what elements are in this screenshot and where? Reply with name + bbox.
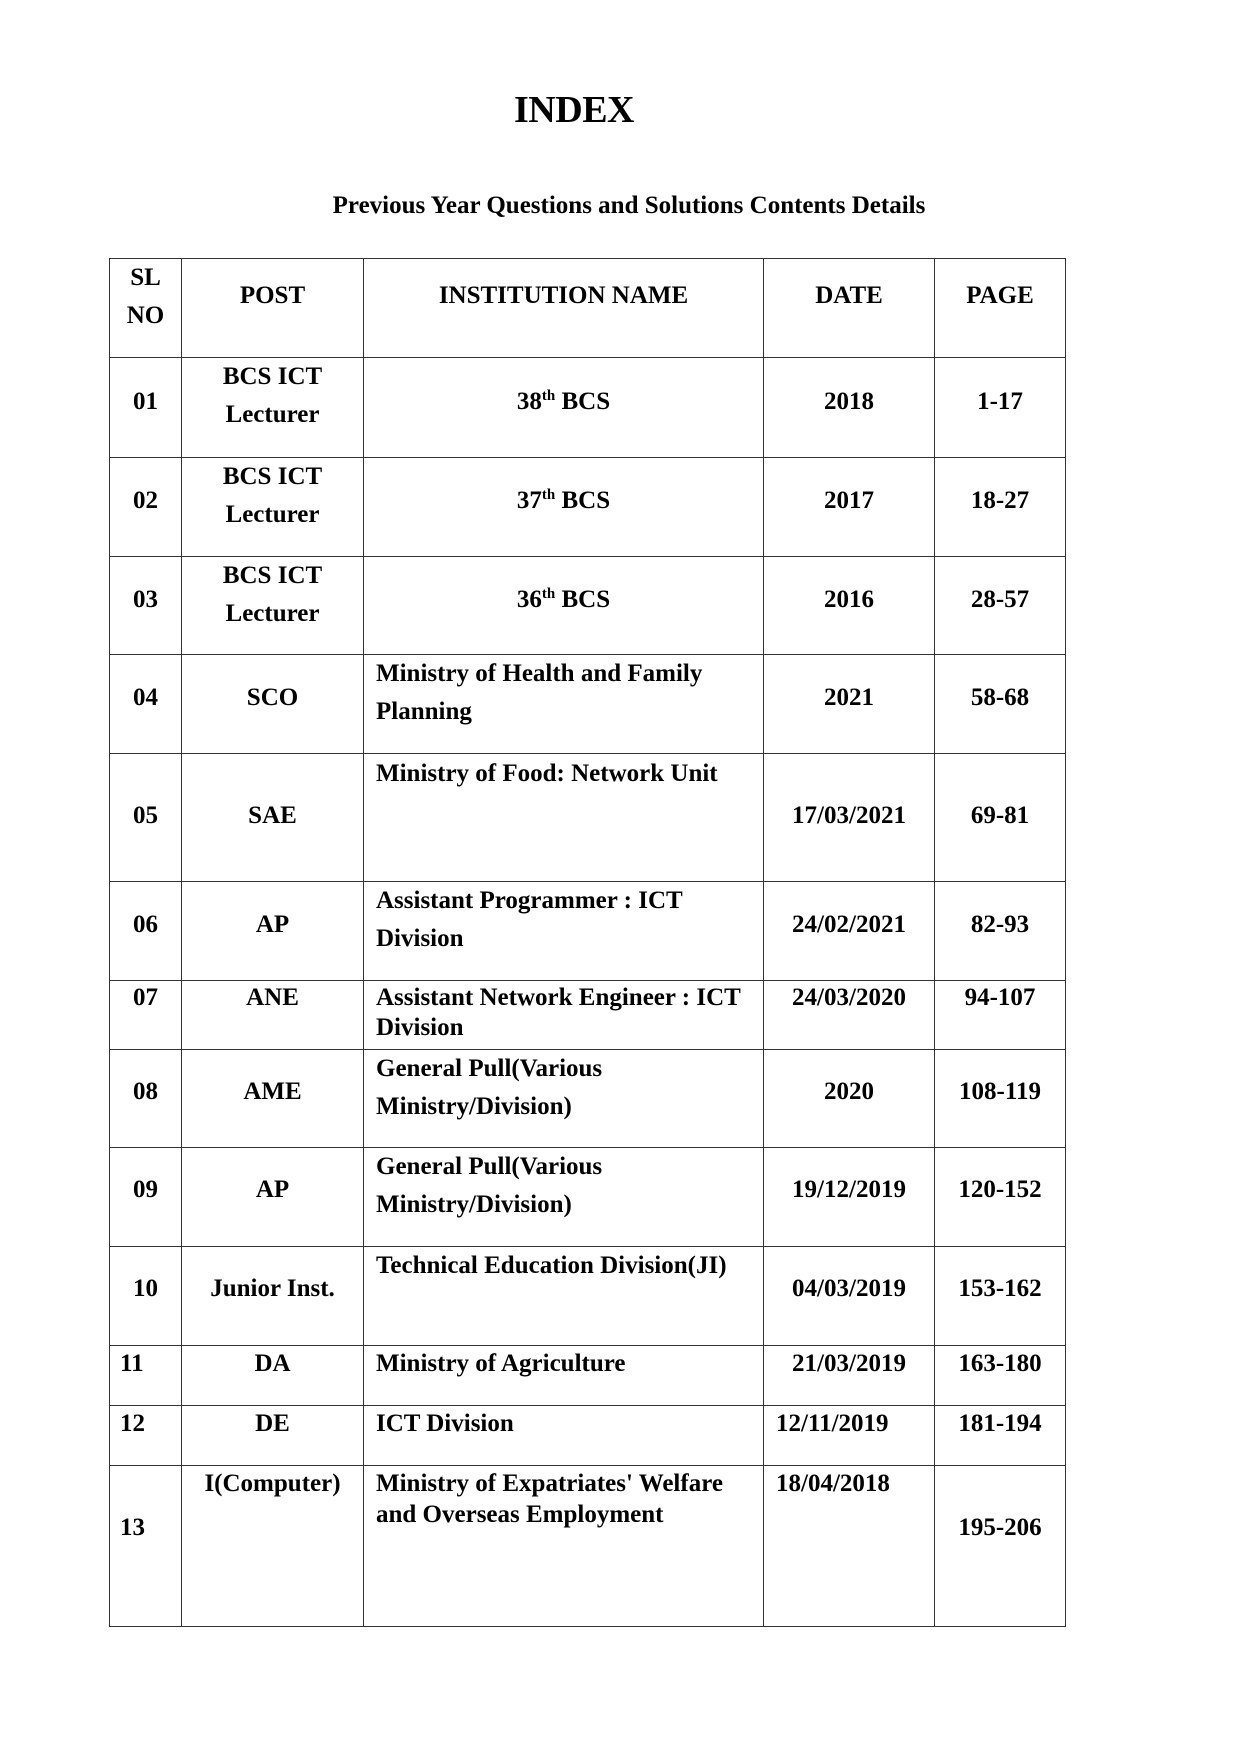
post-line2: Lecturer bbox=[225, 600, 320, 627]
table-row bbox=[110, 1247, 1066, 1346]
cell-sl: 04 bbox=[110, 655, 182, 754]
cell-sl: 13 bbox=[110, 1466, 182, 1627]
page-subtitle: Previous Year Questions and Solutions Contents Details bbox=[332, 192, 926, 219]
cell-page: 82-93 bbox=[935, 882, 1066, 981]
cell-institution: Ministry of Food: Network Unit bbox=[364, 754, 764, 882]
cell-institution: Assistant Network Engineer : ICT Division bbox=[364, 981, 764, 1050]
cell-date: 2020 bbox=[764, 1050, 935, 1148]
cell-page: 163-180 bbox=[935, 1346, 1066, 1406]
cell-date: 12/11/2019 bbox=[764, 1406, 935, 1466]
cell-institution: Ministry of Agriculture bbox=[364, 1346, 764, 1406]
cell-page: 120-152 bbox=[935, 1148, 1066, 1247]
cell-date: 2021 bbox=[764, 655, 935, 754]
cell-date: 2018 bbox=[764, 358, 935, 458]
cell-institution: General Pull(Various Ministry/Division) bbox=[364, 1050, 764, 1148]
cell-page: 58-68 bbox=[935, 655, 1066, 754]
inst-number: 38 bbox=[516, 387, 542, 415]
cell-post: Junior Inst. bbox=[182, 1247, 364, 1346]
cell-institution: General Pull(Various Ministry/Division) bbox=[364, 1148, 764, 1247]
cell-sl: 03 bbox=[110, 557, 182, 655]
header-date: DATE bbox=[764, 259, 935, 358]
inst-number: 36 bbox=[516, 585, 542, 613]
cell-post: AME bbox=[182, 1050, 364, 1148]
cell-sl: 09 bbox=[110, 1148, 182, 1247]
cell-sl: 01 bbox=[110, 358, 182, 458]
cell-post: AP bbox=[182, 1148, 364, 1247]
cell-institution bbox=[364, 557, 764, 655]
cell-date: 04/03/2019 bbox=[764, 1247, 935, 1346]
table-row bbox=[110, 1148, 1066, 1247]
inst-ordinal-suffix: th bbox=[541, 387, 556, 404]
cell-sl: 10 bbox=[110, 1247, 182, 1346]
header-sl-line1: SL bbox=[130, 264, 161, 291]
cell-institution: Ministry of Expatriates' Welfare and Overseas Employment bbox=[364, 1466, 764, 1627]
cell-date: 24/03/2020 bbox=[764, 981, 935, 1050]
cell-post: I(Computer) bbox=[182, 1466, 364, 1627]
table-header-row bbox=[110, 259, 1066, 358]
cell-page: 1-17 bbox=[935, 358, 1066, 458]
table-row bbox=[110, 458, 1066, 557]
cell-post bbox=[182, 557, 364, 655]
post-line1: BCS ICT bbox=[222, 363, 323, 390]
cell-sl: 07 bbox=[110, 981, 182, 1050]
cell-post bbox=[182, 358, 364, 458]
cell-page: 28-57 bbox=[935, 557, 1066, 655]
table-row bbox=[110, 1346, 1066, 1406]
inst-rest: BCS bbox=[555, 585, 611, 613]
table-row bbox=[110, 1050, 1066, 1148]
cell-page: 181-194 bbox=[935, 1406, 1066, 1466]
cell-page: 94-107 bbox=[935, 981, 1066, 1050]
page-title: INDEX bbox=[514, 89, 634, 131]
cell-date: 2017 bbox=[764, 458, 935, 557]
cell-date: 2016 bbox=[764, 557, 935, 655]
cell-sl: 08 bbox=[110, 1050, 182, 1148]
table-row bbox=[110, 557, 1066, 655]
cell-post: SCO bbox=[182, 655, 364, 754]
post-line1: BCS ICT bbox=[222, 562, 323, 589]
cell-page: 18-27 bbox=[935, 458, 1066, 557]
header-institution: INSTITUTION NAME bbox=[364, 259, 764, 358]
cell-sl: 05 bbox=[110, 754, 182, 882]
cell-date: 17/03/2021 bbox=[764, 754, 935, 882]
header-post: POST bbox=[182, 259, 364, 358]
cell-date: 19/12/2019 bbox=[764, 1148, 935, 1247]
cell-sl: 12 bbox=[110, 1406, 182, 1466]
cell-date: 24/02/2021 bbox=[764, 882, 935, 981]
cell-post: AP bbox=[182, 882, 364, 981]
post-line2: Lecturer bbox=[225, 501, 320, 528]
table-row bbox=[110, 882, 1066, 981]
table-row bbox=[110, 754, 1066, 882]
cell-post: DE bbox=[182, 1406, 364, 1466]
inst-rest: BCS bbox=[555, 387, 611, 415]
table-row bbox=[110, 655, 1066, 754]
table-row bbox=[110, 981, 1066, 1050]
cell-institution bbox=[364, 458, 764, 557]
post-line1: BCS ICT bbox=[222, 463, 323, 490]
inst-ordinal-suffix: th bbox=[541, 487, 556, 503]
cell-sl: 06 bbox=[110, 882, 182, 981]
index-table bbox=[109, 258, 1066, 1627]
header-sl-no bbox=[110, 259, 182, 358]
cell-page: 195-206 bbox=[935, 1466, 1066, 1627]
header-sl-line2: NO bbox=[126, 302, 165, 329]
cell-institution: ICT Division bbox=[364, 1406, 764, 1466]
inst-number: 37 bbox=[516, 487, 542, 514]
cell-post: ANE bbox=[182, 981, 364, 1050]
table-row bbox=[110, 1406, 1066, 1466]
cell-post: DA bbox=[182, 1346, 364, 1406]
cell-institution: Ministry of Health and Family Planning bbox=[364, 655, 764, 754]
cell-date: 21/03/2019 bbox=[764, 1346, 935, 1406]
post-line2: Lecturer bbox=[225, 401, 320, 428]
cell-institution: Assistant Programmer : ICT Division bbox=[364, 882, 764, 981]
table-row bbox=[110, 358, 1066, 458]
cell-date: 18/04/2018 bbox=[764, 1466, 935, 1627]
header-page: PAGE bbox=[935, 259, 1066, 358]
cell-institution bbox=[364, 358, 764, 458]
inst-ordinal-suffix: th bbox=[541, 585, 556, 602]
inst-rest: BCS bbox=[555, 487, 611, 514]
cell-page: 108-119 bbox=[935, 1050, 1066, 1148]
cell-page: 153-162 bbox=[935, 1247, 1066, 1346]
cell-institution: Technical Education Division(JI) bbox=[364, 1247, 764, 1346]
cell-post bbox=[182, 458, 364, 557]
table-row bbox=[110, 1466, 1066, 1627]
cell-page: 69-81 bbox=[935, 754, 1066, 882]
cell-sl: 02 bbox=[110, 458, 182, 557]
cell-post: SAE bbox=[182, 754, 364, 882]
cell-sl: 11 bbox=[110, 1346, 182, 1406]
